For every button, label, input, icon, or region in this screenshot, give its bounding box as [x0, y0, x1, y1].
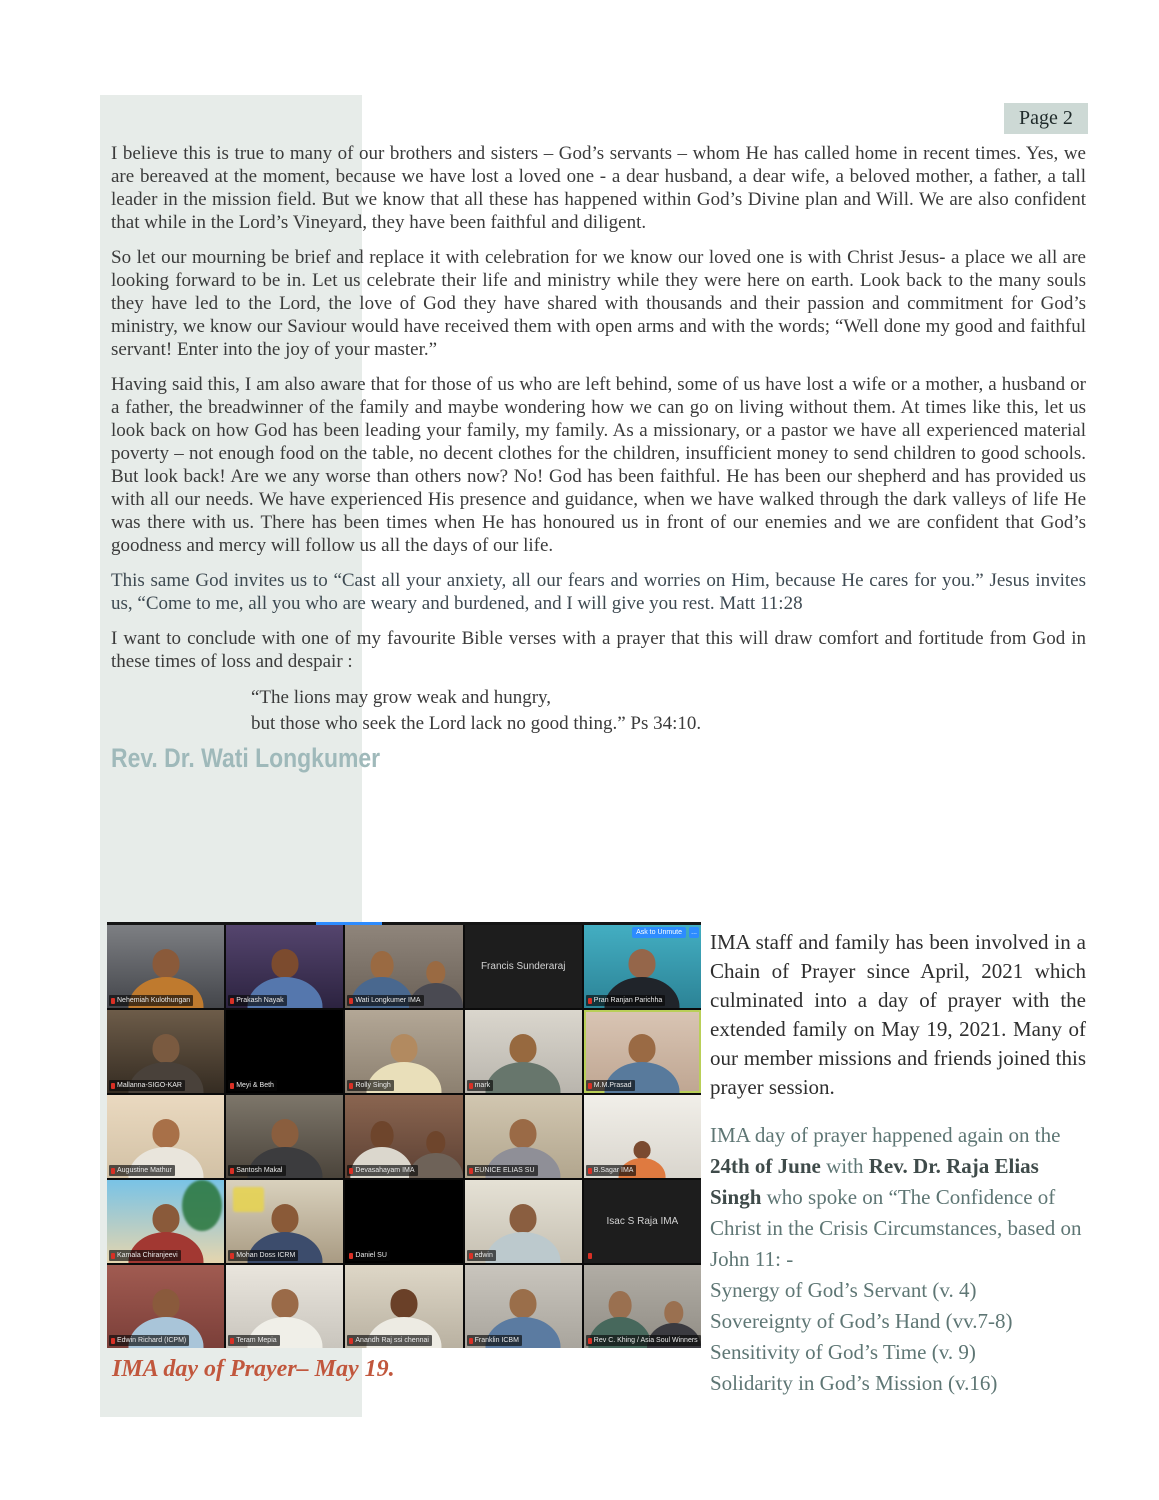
participant-name: Rev C. Khing / Asia Soul Winners: [593, 1337, 698, 1344]
scene-accent: [182, 1180, 222, 1231]
participant-name-label: [467, 1080, 494, 1091]
participant-tile: [345, 1180, 462, 1263]
participant-tile: [584, 1010, 701, 1093]
participant-tile: [345, 1010, 462, 1093]
participant-name: Daniel SU: [355, 1252, 387, 1259]
zoom-meeting-screenshot: [107, 922, 701, 1348]
participant-tile: [345, 1265, 462, 1348]
sermon-point: Synergy of God’s Servant (v. 4): [710, 1278, 977, 1302]
participant-tile: [465, 1180, 582, 1263]
participant-silhouette: [486, 1025, 561, 1093]
participant-name: Mohan Doss ICRM: [236, 1252, 296, 1259]
participant-name-label: [109, 1080, 185, 1091]
muted-mic-icon: [111, 1168, 115, 1174]
participant-name: Mallanna-SIGO-KAR: [117, 1082, 182, 1089]
participant-name: Teram Mepia: [236, 1337, 277, 1344]
participant-name-label: [467, 1335, 522, 1346]
participant-name-label: [347, 995, 423, 1006]
participant-tile: [226, 1180, 343, 1263]
participant-tile: [107, 1010, 224, 1093]
participant-name: mark: [474, 1082, 491, 1089]
muted-mic-icon: [349, 1253, 353, 1259]
bible-quote: [251, 685, 1086, 737]
muted-mic-icon: [469, 1083, 473, 1089]
paragraph-invitation: This same God invites us to “Cast all your anxiety, all our fears and worries on Him, because He cares for you.” Jesus invites us, “Come to me, all you who are weary and burdened, and I will give you rest. Matt 11:28: [111, 570, 1086, 614]
participant-name: Meyi & Beth: [236, 1082, 274, 1089]
participant-name-label: [109, 1165, 175, 1176]
participant-tile: [465, 1010, 582, 1093]
muted-mic-icon: [588, 1338, 592, 1344]
participant-tile: [107, 1095, 224, 1178]
sidebar-followup-paragraph: [710, 1120, 1086, 1275]
paragraph: So let our mourning be brief and replace it with celebration for we know our loved one is with Christ Jesus- a place we all are looking forward to be in. Let us celebrate their life and ministry while they were here on earth. Look back to the many souls they have led to the Lord, the love of God they have shared with thousands and their passion and commitment for God’s ministry, we know our Saviour would have received them with open arms and with the words; “Well done my good and faithful servant! Enter into the joy of your master.”: [111, 247, 1086, 360]
sidebar-intro-paragraph: IMA staff and family has been involved in a Chain of Prayer since April, 2021 which culminated into a day of prayer with the extended family on May 19, 2021. Many of our member missions and friends joined this prayer session.: [710, 930, 1086, 1099]
participant-tile: [584, 1265, 701, 1348]
participant-tile: [226, 1095, 343, 1178]
participant-name-label: [467, 1250, 496, 1261]
participant-name-label: [586, 1080, 635, 1091]
participant-name: Santosh Makal: [236, 1167, 283, 1174]
ask-to-unmute-button: Ask to Unmute: [632, 927, 686, 938]
participant-name-label: [586, 1165, 637, 1176]
photo-caption: IMA day of Prayer– May 19.: [112, 1356, 395, 1382]
page-number-badge: Page 2: [1004, 103, 1088, 134]
participant-tile: [107, 1180, 224, 1263]
paragraph: Having said this, I am also aware that for those of us who are left behind, some of us have lost a wife or a mother, a husband or a father, the breadwinner of the family and maybe wondering how we can go on living without them. At times like this, let us look back on how God has been leading your family, my family. As a missionary, or a pastor we have all experienced material poverty – not enough food on the table, no decent clothes for the children, insufficient money to send children to good schools. But look back! Are we any worse than others now? No! God has been faithful. He has been our shepherd and has provided us with all our needs. We have experienced His presence and guidance, when we have walked through the dark valleys of life He was there with us. There has been times when He has honoured us in front of our enemies and we are confident that God’s goodness and mercy will follow us all the days of our life.: [111, 374, 1086, 556]
participant-name-label: [347, 1335, 432, 1346]
participant-name: Prakash Nayak: [236, 997, 284, 1004]
sidebar-text-column: [710, 928, 1086, 1399]
muted-mic-icon: [469, 1338, 473, 1344]
muted-mic-icon: [588, 1168, 592, 1174]
muted-mic-icon: [230, 1168, 234, 1174]
paragraph: I want to conclude with one of my favourite Bible verses with a prayer that this will draw comfort and fortitude from God in these times of loss and despair :: [111, 628, 1086, 672]
participant-name-label: [586, 1335, 701, 1346]
muted-mic-icon: [349, 1083, 353, 1089]
participant-tile: [465, 1265, 582, 1348]
sermon-point: Sovereignty of God’s Hand (vv.7-8): [710, 1309, 1013, 1333]
more-options-button: ...: [691, 929, 697, 936]
participant-name-label: [109, 995, 193, 1006]
article-body: [111, 142, 1086, 773]
participant-name-label: [109, 1250, 181, 1261]
participant-name: Wati Longkumer IMA: [355, 997, 421, 1004]
participant-tile: [584, 925, 701, 1008]
muted-mic-icon: [588, 1253, 592, 1259]
participant-tile: [345, 1095, 462, 1178]
muted-mic-icon: [230, 1083, 234, 1089]
scene-accent: [233, 1187, 263, 1212]
participant-tile: [465, 1095, 582, 1178]
muted-mic-icon: [111, 1253, 115, 1259]
participant-name-label: [467, 1165, 538, 1176]
followup-speaker: Rev. Dr. Raja Elias Singh: [710, 1154, 1039, 1209]
participant-tile: [584, 1180, 701, 1263]
participant-tile: [226, 1010, 343, 1093]
sermon-point: Solidarity in God’s Mission (v.16): [710, 1371, 998, 1395]
muted-mic-icon: [230, 1338, 234, 1344]
participant-name-label: [586, 995, 666, 1006]
muted-mic-icon: [469, 1168, 473, 1174]
participant-name: Augustine Mathur: [117, 1167, 172, 1174]
participant-tile: [107, 1265, 224, 1348]
participant-name: Pran Ranjan Parichha: [593, 997, 663, 1004]
participant-name: Nehemiah Kulothungan: [117, 997, 191, 1004]
participant-name: B.Sagar IMA: [593, 1167, 634, 1174]
participant-name: Francis Sunderaraj: [480, 961, 566, 972]
followup-text: IMA day of prayer happened again on the: [710, 1123, 1061, 1147]
participant-tile: [584, 1095, 701, 1178]
participant-name-label: [347, 1250, 390, 1261]
participant-name: M.M.Prasad: [593, 1082, 632, 1089]
muted-mic-icon: [230, 1253, 234, 1259]
muted-mic-icon: [349, 998, 353, 1004]
participant-tile: [226, 925, 343, 1008]
paragraph: I believe this is true to many of our brothers and sisters – God’s servants – whom He has called home in recent times. Yes, we are bereaved at the moment, because we have lost a loved one - a dear husband, a dear wife, a beloved mother, a father, a tall leader in the mission field. But we know that all these has happened within God’s Divine plan and Will. We are also confident that while in the Lord’s Vineyard, they have been faithful and diligent.: [111, 143, 1086, 233]
participant-name-label: [228, 1335, 279, 1346]
participant-name: EUNICE ELIAS SU: [474, 1167, 535, 1174]
author-signature: Rev. Dr. Wati Longkumer: [111, 743, 381, 773]
muted-mic-icon: [349, 1168, 353, 1174]
participant-name-label: [228, 1165, 285, 1176]
participant-name: Edwin Richard (ICPM): [117, 1337, 187, 1344]
participants-grid: [107, 925, 701, 1348]
quote-line: “The lions may grow weak and hungry,: [251, 687, 552, 708]
participant-name: Kamala Chiranjeevi: [117, 1252, 178, 1259]
participant-name-label: [109, 1335, 189, 1346]
sermon-point: Sensitivity of God’s Time (v. 9): [710, 1340, 976, 1364]
quote-line: but those who seek the Lord lack no good thing.” Ps 34:10.: [251, 713, 702, 734]
followup-text: who spoke on “The Confidence of Christ in the Crisis Circumstances, based on John 11: -: [710, 1185, 1082, 1271]
muted-mic-icon: [111, 1338, 115, 1344]
muted-mic-icon: [588, 1083, 592, 1089]
participant-tile: [226, 1265, 343, 1348]
participant-tile: [465, 925, 582, 1008]
participant-silhouette: [486, 1195, 561, 1263]
muted-mic-icon: [111, 1083, 115, 1089]
participant-tile: [345, 925, 462, 1008]
participant-name: edwin: [474, 1252, 493, 1259]
participant-name: Rolly Singh: [355, 1082, 391, 1089]
participant-name: Franklin ICBM: [474, 1337, 519, 1344]
participant-name-label: [228, 1080, 277, 1091]
participant-name-label: [228, 995, 286, 1006]
participant-tile: [107, 925, 224, 1008]
participant-name: Isac S Raja IMA: [606, 1216, 679, 1227]
muted-mic-icon: [111, 998, 115, 1004]
participant-name-label: [347, 1080, 393, 1091]
muted-mic-icon: [349, 1338, 353, 1344]
participant-name-label: [347, 1165, 417, 1176]
participant-name: Anandh Raj ssi chennai: [355, 1337, 429, 1344]
muted-mic-icon: [469, 1253, 473, 1259]
muted-mic-icon: [230, 998, 234, 1004]
participant-name-label: [228, 1250, 298, 1261]
followup-date: 24th of June: [710, 1154, 821, 1178]
participant-name: Devasahayam IMA: [355, 1167, 415, 1174]
followup-text: with: [820, 1154, 869, 1178]
muted-mic-icon: [588, 998, 592, 1004]
